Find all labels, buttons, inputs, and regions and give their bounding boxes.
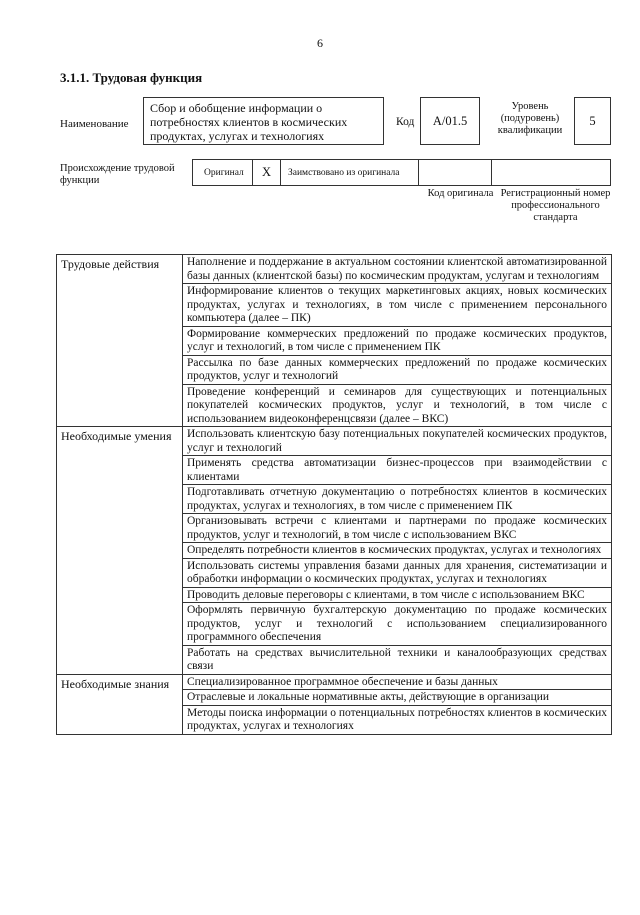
section-item: Формирование коммерческих предложений по продаже космических продуктов, услуг и технологий, в том числе с применением ПК (183, 326, 612, 355)
section-title-cell: Трудовые действия (57, 255, 183, 427)
section-item: Наполнение и поддержание в актуальном состоянии клиентской автоматизированной базы данных (клиентской базы) по космическим продуктам, услугам и технологиям (183, 255, 612, 284)
level-label: Уровень (подуровень) квалификации (497, 101, 563, 136)
section-item: Проводить деловые переговоры с клиентами, в том числе с использованием ВКС (183, 587, 612, 603)
original-code-caption: Код оригинала (427, 188, 494, 199)
section-item: Организовывать встречи с клиентами и партнерами по продаже космических продуктов, услуг и технологий, в том числе с использованием ВКС (183, 514, 612, 543)
section-item: Рассылка по базе данных коммерческих предложений по продаже космических продуктов, услуг и технологий (183, 355, 612, 384)
section-item: Подготавливать отчетную документацию о потребностях клиентов в космических продуктах, услугах и технологиях, в том числе с применением ПК (183, 485, 612, 514)
table-row (57, 255, 612, 284)
section-title: 3.1.1. Трудовая функция (60, 70, 203, 85)
section-item: Методы поиска информации о потенциальных потребностях клиентов в космических продуктах, услугах и технологиях (183, 705, 612, 734)
code-label: Код (396, 116, 415, 128)
table-row (57, 674, 612, 690)
level-box: 5 (574, 97, 611, 145)
section-item: Отраслевые и локальные нормативные акты, действующие в организации (183, 690, 612, 706)
section-item: Определять потребности клиентов в космических продуктах, услугах и технологиях (183, 543, 612, 559)
reg-number-cell (492, 159, 611, 186)
section-item: Использовать клиентскую базу потенциальных покупателей космических продуктов, услуг и технологий (183, 427, 612, 456)
name-label: Наименование (60, 118, 129, 130)
reg-number-caption: Регистрационный номер профессионального стандарта (500, 188, 611, 223)
section-item: Специализированное программное обеспечение и базы данных (183, 674, 612, 690)
original-code-cell (419, 159, 492, 186)
page-number: 6 (317, 36, 323, 50)
function-table (56, 254, 612, 735)
function-name-box: Сбор и обобщение информации о потребностях клиентов в космических продуктах, услугах и технологиях (143, 97, 384, 145)
section-title-cell: Необходимые знания (57, 674, 183, 734)
original-label: Оригинал (192, 159, 253, 186)
section-item: Применять средства автоматизации бизнес-процессов при взаимодействии с клиентами (183, 456, 612, 485)
code-box: A/01.5 (420, 97, 480, 145)
section-item: Работать на средствах вычислительной техники и каналообразующих средствах связи (183, 645, 612, 674)
section-item: Оформлять первичную бухгалтерскую документацию по продаже космических продуктов, услуг и технологий с использованием специализированного программного обеспечения (183, 603, 612, 646)
origin-label: Происхождение трудовой функции (60, 163, 175, 186)
section-item: Проведение конференций и семинаров для существующих и потенциальных покупателей космических продуктов, услуг и технологий, в том числе с использованием видеоконференцсвязи (далее – ВКС) (183, 384, 612, 427)
table-row (57, 427, 612, 456)
section-title-cell: Необходимые умения (57, 427, 183, 675)
section-item: Информирование клиентов о текущих маркетинговых акциях, новых космических продуктах, услугах и технологиях, в том числе с применением персонального компьютера (далее – ПК) (183, 284, 612, 327)
borrowed-label: Заимствовано из оригинала (281, 159, 419, 186)
section-item: Использовать системы управления базами данных для хранения, систематизации и обработки информации о космических продуктах, услугах и технологиях (183, 558, 612, 587)
original-mark: X (253, 159, 281, 186)
origin-row (192, 159, 611, 186)
